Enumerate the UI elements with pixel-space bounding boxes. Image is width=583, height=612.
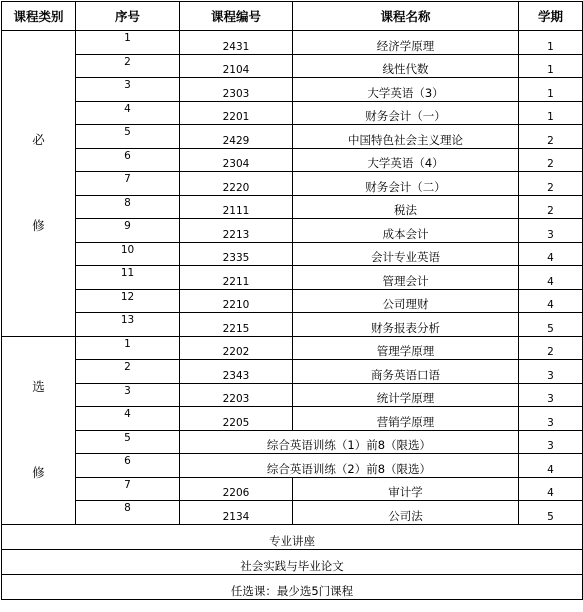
row-number: 3 xyxy=(76,383,180,407)
row-number: 11 xyxy=(76,266,180,290)
course-name: 财务会计（二） xyxy=(293,172,519,196)
row-number: 1 xyxy=(76,336,180,360)
header-code: 课程编号 xyxy=(180,2,293,31)
table-row xyxy=(2,78,583,102)
row-number: 5 xyxy=(76,125,180,149)
course-code: 2335 xyxy=(180,242,293,266)
course-name: 中国特色社会主义理论 xyxy=(293,125,519,149)
course-name: 大学英语（3） xyxy=(293,78,519,102)
table-row xyxy=(2,430,583,454)
course-term: 1 xyxy=(519,78,583,102)
course-code: 2202 xyxy=(180,336,293,360)
row-number: 6 xyxy=(76,454,180,478)
course-term: 1 xyxy=(519,54,583,78)
course-name: 审计学 xyxy=(293,477,519,501)
course-term: 4 xyxy=(519,242,583,266)
course-name-span: 综合英语训练（2）前8（限选） xyxy=(180,454,519,478)
table-row xyxy=(2,195,583,219)
table-row xyxy=(2,383,583,407)
course-term: 4 xyxy=(519,477,583,501)
table-row xyxy=(2,477,583,501)
row-number: 2 xyxy=(76,54,180,78)
footer-row xyxy=(2,524,583,549)
course-code: 2203 xyxy=(180,383,293,407)
header-number: 序号 xyxy=(76,2,180,31)
table-row xyxy=(2,31,583,55)
footer-note: 专业讲座 xyxy=(2,524,583,549)
table-body xyxy=(2,31,583,600)
course-name: 财务报表分析 xyxy=(293,313,519,337)
course-term: 2 xyxy=(519,172,583,196)
table-row xyxy=(2,242,583,266)
course-name: 会计专业英语 xyxy=(293,242,519,266)
course-code: 2134 xyxy=(180,501,293,525)
course-name: 大学英语（4） xyxy=(293,148,519,172)
table-row xyxy=(2,454,583,478)
course-code: 2104 xyxy=(180,54,293,78)
course-term: 3 xyxy=(519,219,583,243)
row-number: 5 xyxy=(76,430,180,454)
table-row xyxy=(2,360,583,384)
course-term: 5 xyxy=(519,501,583,525)
course-term: 2 xyxy=(519,125,583,149)
course-name: 管理会计 xyxy=(293,266,519,290)
row-number: 13 xyxy=(76,313,180,337)
category-cell-required xyxy=(2,31,76,337)
row-number: 2 xyxy=(76,360,180,384)
row-number: 7 xyxy=(76,172,180,196)
category-label xyxy=(2,378,75,482)
category-char: 修 xyxy=(32,465,45,480)
category-char: 修 xyxy=(32,218,45,234)
course-code: 2303 xyxy=(180,78,293,102)
footer-note: 社会实践与毕业论文 xyxy=(2,549,583,574)
course-name: 管理学原理 xyxy=(293,336,519,360)
course-name: 财务会计（一） xyxy=(293,101,519,125)
course-table xyxy=(1,1,583,600)
course-name: 经济学原理 xyxy=(293,31,519,55)
course-code: 2343 xyxy=(180,360,293,384)
course-code: 2211 xyxy=(180,266,293,290)
course-code: 2201 xyxy=(180,101,293,125)
row-number: 4 xyxy=(76,407,180,431)
course-term: 3 xyxy=(519,430,583,454)
footer-row xyxy=(2,549,583,574)
course-term: 1 xyxy=(519,31,583,55)
course-name-span: 综合英语训练（1）前8（限选） xyxy=(180,430,519,454)
course-code: 2304 xyxy=(180,148,293,172)
table-row xyxy=(2,101,583,125)
course-code: 2210 xyxy=(180,289,293,313)
category-label xyxy=(2,131,75,235)
course-code: 2213 xyxy=(180,219,293,243)
category-char: 选 xyxy=(32,379,45,394)
row-number: 12 xyxy=(76,289,180,313)
footer-note: 任选课：最少选5门课程 xyxy=(2,574,583,599)
course-term: 4 xyxy=(519,266,583,290)
course-code: 2215 xyxy=(180,313,293,337)
course-code: 2429 xyxy=(180,125,293,149)
course-term: 4 xyxy=(519,454,583,478)
course-name: 成本会计 xyxy=(293,219,519,243)
course-term: 2 xyxy=(519,148,583,172)
row-number: 4 xyxy=(76,101,180,125)
header-category: 课程类别 xyxy=(2,2,76,31)
row-number: 8 xyxy=(76,501,180,525)
header-term: 学期 xyxy=(519,2,583,31)
table-row xyxy=(2,148,583,172)
row-number: 9 xyxy=(76,219,180,243)
header-name: 课程名称 xyxy=(293,2,519,31)
row-number: 10 xyxy=(76,242,180,266)
course-code: 2111 xyxy=(180,195,293,219)
course-code: 2220 xyxy=(180,172,293,196)
table-row xyxy=(2,219,583,243)
course-term: 3 xyxy=(519,407,583,431)
table-row xyxy=(2,407,583,431)
table-row xyxy=(2,289,583,313)
table-row xyxy=(2,313,583,337)
course-name: 公司法 xyxy=(293,501,519,525)
table-header-row xyxy=(2,2,583,31)
course-name: 线性代数 xyxy=(293,54,519,78)
row-number: 6 xyxy=(76,148,180,172)
course-term: 5 xyxy=(519,313,583,337)
course-term: 3 xyxy=(519,360,583,384)
course-name: 商务英语口语 xyxy=(293,360,519,384)
course-name: 统计学原理 xyxy=(293,383,519,407)
table-row xyxy=(2,172,583,196)
table-row xyxy=(2,125,583,149)
category-char: 必 xyxy=(32,132,45,148)
course-term: 2 xyxy=(519,336,583,360)
category-cell-elective xyxy=(2,336,76,524)
course-term: 1 xyxy=(519,101,583,125)
course-term: 4 xyxy=(519,289,583,313)
footer-row xyxy=(2,574,583,599)
course-term: 3 xyxy=(519,383,583,407)
row-number: 3 xyxy=(76,78,180,102)
course-term: 2 xyxy=(519,195,583,219)
course-code: 2205 xyxy=(180,407,293,431)
course-name: 公司理财 xyxy=(293,289,519,313)
row-number: 8 xyxy=(76,195,180,219)
course-name: 营销学原理 xyxy=(293,407,519,431)
row-number: 1 xyxy=(76,31,180,55)
course-name: 税法 xyxy=(293,195,519,219)
course-code: 2206 xyxy=(180,477,293,501)
table-row xyxy=(2,266,583,290)
row-number: 7 xyxy=(76,477,180,501)
table-row xyxy=(2,336,583,360)
table-row xyxy=(2,501,583,525)
course-code: 2431 xyxy=(180,31,293,55)
table-row xyxy=(2,54,583,78)
